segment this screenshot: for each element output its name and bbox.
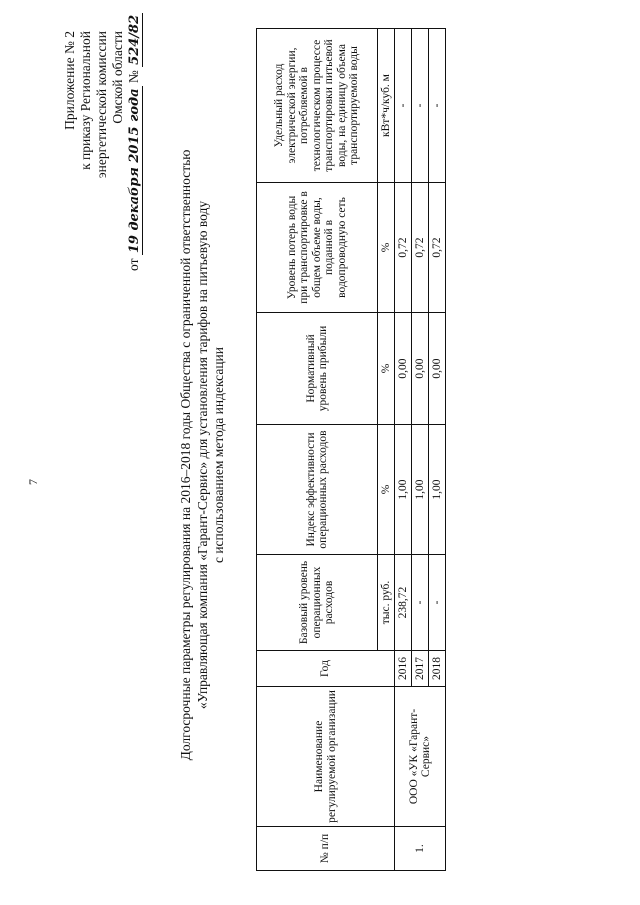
- header-index: Индекс эффективности операционных расходов: [257, 425, 378, 555]
- header-org: Наименование регулируемой организации: [257, 687, 395, 827]
- cell-profit: 0,00: [412, 313, 429, 425]
- cell-energy: -: [429, 29, 446, 183]
- appendix-line-4: Омской области: [110, 31, 125, 124]
- cell-profit: 0,00: [429, 313, 446, 425]
- cell-loss: 0,72: [412, 183, 429, 313]
- cell-base: -: [429, 555, 446, 651]
- number-prefix: №: [126, 70, 141, 84]
- table-row: [395, 29, 412, 871]
- cell-loss: 0,72: [429, 183, 446, 313]
- header-base: Базовый уровень операционных расходов: [257, 555, 378, 651]
- unit-profit: %: [378, 313, 395, 425]
- table-header-row: [257, 29, 378, 871]
- cell-org: ООО «УК «Гарант-Сервис»: [395, 687, 446, 827]
- unit-loss: %: [378, 183, 395, 313]
- handwritten-number: 524/82: [127, 14, 142, 65]
- appendix-date-line: [126, 14, 143, 271]
- date-prefix: от: [126, 258, 141, 271]
- title-line-1: Долгосрочные параметры регулирования на 2016–2018 годы Общества с ограниченной ответственностью: [178, 149, 193, 761]
- cell-year: 2016: [395, 651, 412, 687]
- cell-energy: -: [395, 29, 412, 183]
- cell-index: 1,00: [429, 425, 446, 555]
- unit-base: тыс. руб.: [378, 555, 395, 651]
- appendix-line-2: к приказу Региональной: [78, 31, 93, 170]
- cell-index: 1,00: [412, 425, 429, 555]
- cell-num: 1.: [395, 827, 446, 871]
- title-line-2: «Управляющая компания «Гарант-Сервис» для установления тарифов на питьевую воду: [194, 200, 210, 710]
- document-title: [178, 135, 228, 775]
- cell-index: 1,00: [395, 425, 412, 555]
- cell-year: 2018: [429, 651, 446, 687]
- header-energy: Удельный расход электрической энергии, потребляемой в технологическом процессе транспортировки питьевой воды, на единицу объема транспортируемой воды: [257, 29, 378, 183]
- handwritten-date: 19 декабря 2015 года: [127, 88, 142, 254]
- appendix-line-3: энергетической комиссии: [94, 31, 109, 179]
- title-line-3: с использованием метода индексации: [211, 346, 226, 564]
- header-year: Год: [257, 651, 395, 687]
- appendix-block: [62, 14, 143, 271]
- header-num: № п/п: [257, 827, 395, 871]
- cell-year: 2017: [412, 651, 429, 687]
- header-profit: Нормативный уровень прибыли: [257, 313, 378, 425]
- cell-base: 238,72: [395, 555, 412, 651]
- cell-energy: -: [412, 29, 429, 183]
- appendix-line-1: Приложение № 2: [62, 31, 77, 130]
- unit-energy: кВт*ч/куб. м: [378, 29, 395, 183]
- page-number: 7: [26, 479, 40, 485]
- unit-index: %: [378, 425, 395, 555]
- cell-loss: 0,72: [395, 183, 412, 313]
- cell-base: -: [412, 555, 429, 651]
- parameters-table: [256, 28, 446, 871]
- cell-profit: 0,00: [395, 313, 412, 425]
- header-loss: Уровень потерь воды при транспортировке в общем объеме воды, поданной в водопроводную сеть: [257, 183, 378, 313]
